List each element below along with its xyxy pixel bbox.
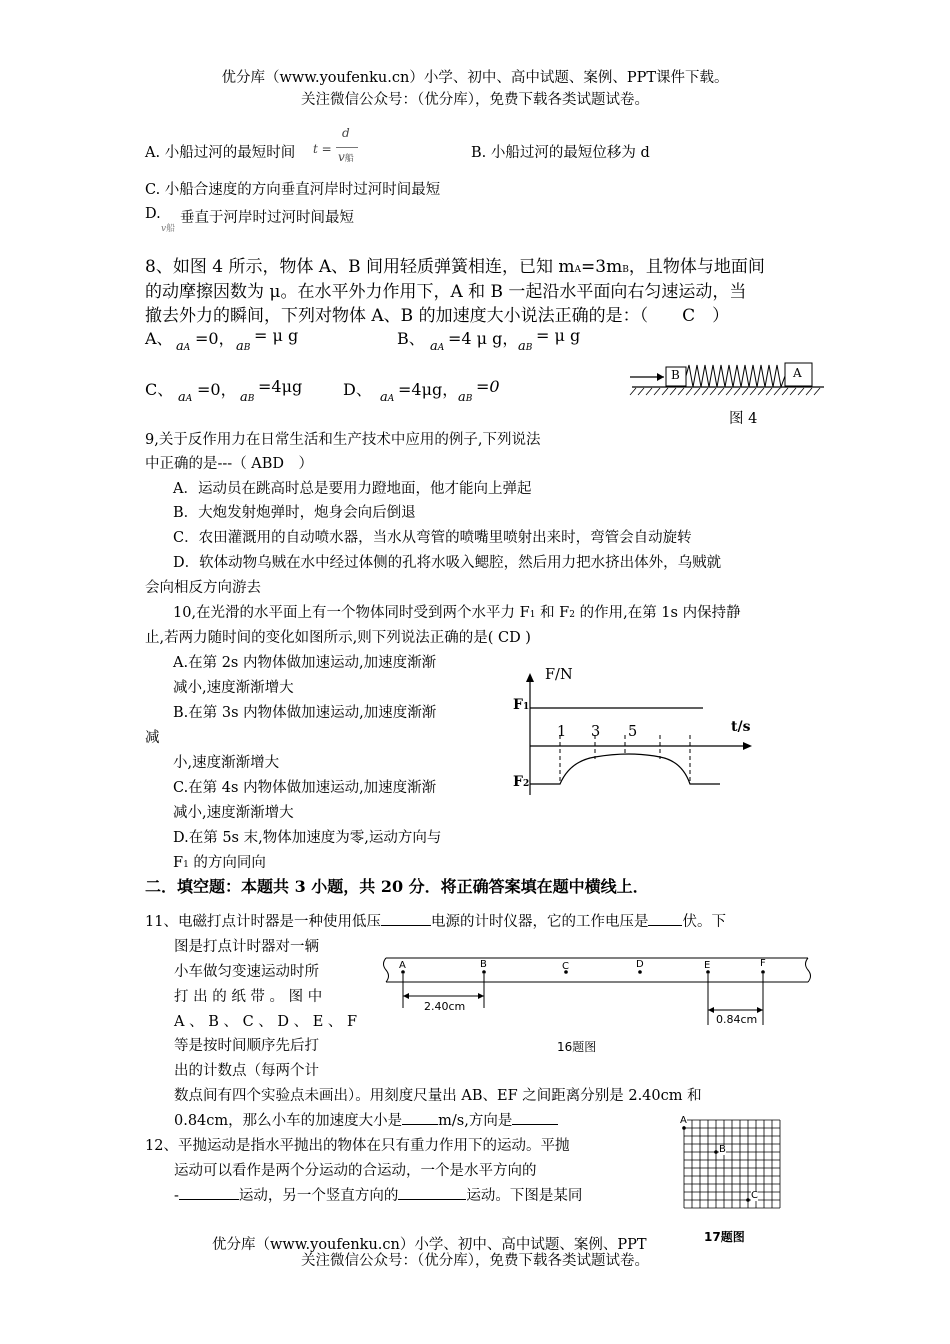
q11-blank-1: [381, 911, 431, 926]
tape-distance-ef: 0.84cm: [716, 1013, 758, 1026]
q11-line-7: 出的计数点（每两个计: [174, 1063, 319, 1079]
graph-x-label: t/s: [731, 719, 751, 735]
q8-optC-value1: =0，: [197, 380, 237, 399]
q8-optB-value1: =4 μ g，: [448, 329, 519, 348]
footer-line-1: 优分库（www.youfenku.cn）小学、初中、高中试题、案例、PPT: [212, 1237, 647, 1253]
tape-caption: 16题图: [557, 1040, 597, 1054]
q10-option-a-1: A.在第 2s 内物体做加速运动,加速度渐渐: [173, 655, 437, 671]
q8-optD-value2: =0: [476, 377, 500, 396]
q8-line-2: 的动摩擦因数为 μ。在水平外力作用下，A 和 B 一起沿水平面向右匀速运动，当: [145, 282, 747, 302]
paper-tape-figure: [378, 950, 818, 1040]
q9-line-2: 中正确的是---（ ABD ）: [145, 456, 314, 472]
y-axis-arrow: [526, 673, 534, 682]
q10-option-b-1: B.在第 3s 内物体做加速运动,加速度渐渐: [173, 705, 437, 721]
ground-hatching: [630, 388, 820, 395]
tape-point-f: F: [760, 958, 766, 969]
q10-option-c-1: C.在第 4s 内物体做加速运动,加速度渐渐: [173, 780, 437, 796]
projectile-grid-figure: [676, 1116, 786, 1216]
q7-option-a: A. 小船过河的最短时间: [145, 145, 296, 161]
f2-curve: [530, 754, 720, 784]
q7-fraction-num: d: [342, 126, 350, 140]
q7-t-symbol: t =: [313, 142, 332, 156]
time-gridlines: [560, 735, 690, 784]
q8-option-b-label: B、: [397, 329, 425, 348]
graph-f2-label: F2: [513, 774, 530, 790]
q7-option-d-label: D.: [145, 206, 161, 222]
tape-point-a: A: [399, 960, 406, 971]
tape-point-e: E: [704, 960, 711, 971]
q11-line-2: 图是打点计时器对一辆: [174, 939, 319, 955]
q9-option-b: B．大炮发射炮弹时，炮身会向后倒退: [173, 505, 416, 521]
grid-point-b: B: [719, 1144, 726, 1155]
q8-optD-aA: aA: [380, 390, 395, 405]
q11-line-5: A 、 B 、 C 、 D 、 E 、 F: [174, 1014, 358, 1030]
tape-point-c: C: [562, 961, 569, 972]
q8-optC-aB: aB: [240, 390, 255, 405]
tape-distance-ab: 2.40cm: [424, 1000, 466, 1013]
q11-blank-3: [402, 1110, 438, 1125]
q11-line-4: 打 出 的 纸 带 。 图 中: [174, 989, 323, 1005]
graph-tick-5: 5: [628, 724, 638, 740]
force-arrow-head: [657, 373, 664, 381]
q11-line-8: 数点间有四个实验点未画出）。用刻度尺量出 AB、EF 之间距离分别是 2.40cm 和: [174, 1088, 702, 1104]
q8-optD-aB: aB: [458, 390, 473, 405]
q11-line-1: 11、电磁打点计时器是一种使用低压 电源的计时仪器，它的工作电压是 伏。下: [145, 910, 726, 931]
q8-optC-value2: =4μg: [258, 377, 303, 396]
q11-line-6: 等是按时间顺序先后打: [174, 1038, 319, 1054]
q9-option-d-line-1: D．软体动物乌贼在水中经过体侧的孔将水吸入鳃腔，然后用力把水挤出体外，乌贼就: [173, 555, 722, 571]
q8-optB-aA: aA: [430, 339, 445, 354]
q11-blank-2: [648, 911, 682, 926]
q10-option-d-2: F1 的方向同向: [173, 855, 266, 871]
q9-option-a: A．运动员在跳高时总是要用力蹬地面，他才能向上弹起: [173, 481, 532, 497]
q12-blank-2: [398, 1185, 466, 1200]
q8-optC-aA: aA: [178, 390, 193, 405]
q10-option-a-2: 减小,速度渐渐增大: [173, 680, 294, 696]
q7-fraction-den: v船: [338, 150, 354, 164]
graph-y-label: F/N: [545, 667, 573, 683]
figure-4-label-b: B: [671, 368, 680, 382]
q10-line-1: 10,在光滑的水平面上有一个物体同时受到两个水平力 F1 和 F2 的作用,在第 1s 内保持静: [173, 605, 741, 621]
q8-line-1: 8、如图 4 所示，物体 A、B 间用轻质弹簧相连，已知 mA=3mB，且物体与地面间: [145, 257, 765, 277]
q7-fraction-line: [336, 147, 358, 148]
graph-tick-3: 3: [591, 724, 601, 740]
grid-point-a: A: [680, 1115, 687, 1126]
q8-optA-value1: =0，: [195, 329, 235, 348]
header-line-2: 关注微信公众号：（优分库），免费下载各类试题试卷。: [301, 92, 649, 108]
q8-option-a-label: A、: [145, 329, 173, 348]
q7-option-c: C. 小船合速度的方向垂直河岸时过河时间最短: [145, 182, 441, 198]
x-axis-arrow: [743, 742, 752, 750]
q8-option-c-label: C、: [145, 380, 174, 399]
q7-d-v-symbol: v船: [161, 224, 176, 234]
tape-point-b: B: [480, 959, 487, 970]
graph-f1-label: F1: [513, 697, 530, 713]
grid-point-c: C: [751, 1190, 758, 1201]
q10-line-2: 止,若两力随时间的变化如图所示,则下列说法正确的是( CD ): [145, 630, 531, 646]
q9-option-c: C．农田灌溉用的自动喷水器，当水从弯管的喷嘴里喷射出来时，弯管会自动旋转: [173, 530, 692, 546]
grid-caption: 17题图: [704, 1230, 745, 1244]
q11-blank-4: [512, 1110, 558, 1125]
q8-optA-aA: aA: [176, 339, 191, 354]
q8-option-d-label: D、: [343, 380, 372, 399]
q8-optD-value1: =4μg，: [398, 380, 459, 399]
figure-4-caption: 图 4: [729, 411, 758, 427]
q8-optA-aB: aB: [236, 339, 251, 354]
graph-tick-1: 1: [557, 724, 567, 740]
q7-option-d: 垂直于河岸时过河时间最短: [180, 210, 354, 226]
q12-line-1: 12、平抛运动是指水平抛出的物体在只有重力作用下的运动。平抛: [145, 1138, 570, 1154]
tape-left-edge: [384, 958, 389, 982]
q10-option-c-2: 减小,速度渐渐增大: [173, 805, 294, 821]
header-line-1: 优分库（www.youfenku.cn）小学、初中、高中试题、案例、PPT课件下载。: [221, 70, 729, 86]
tape-point-d: D: [636, 959, 644, 970]
q7-option-b: B. 小船过河的最短位移为 d: [471, 145, 650, 161]
q10-option-d-1: D.在第 5s 末,物体加速度为零,运动方向与: [173, 830, 442, 846]
q10-option-b-2: 减: [145, 730, 160, 746]
footer-line-2: 关注微信公众号：（优分库），免费下载各类试题试卷。: [301, 1253, 649, 1269]
q8-line-3: 撤去外力的瞬间，下列对物体 A、B 的加速度大小说法正确的是：（ C ）: [145, 306, 730, 326]
q10-option-b-3: 小,速度渐渐增大: [173, 755, 280, 771]
section-2-title: 二．填空题：本题共 3 小题，共 20 分．将正确答案填在题中横线上．: [145, 877, 649, 896]
q8-optB-value2: = μ g: [536, 326, 581, 345]
q8-optA-value2: = μ g: [254, 326, 299, 345]
q8-optB-aB: aB: [518, 339, 533, 354]
grid-lines: [684, 1120, 780, 1208]
q12-line-3: - 运动，另一个竖直方向的 运动。下图是某同: [174, 1184, 582, 1205]
spring: [686, 365, 785, 387]
q9-line-1: 9,关于反作用力在日常生活和生产技术中应用的例子,下列说法: [145, 432, 541, 448]
q12-blank-1: [179, 1185, 239, 1200]
tape-right-edge: [806, 958, 811, 982]
q11-line-9: 0.84cm，那么小车的加速度大小是 m/s,方向是: [174, 1109, 558, 1130]
q12-line-2: 运动可以看作是两个分运动的合运动，一个是水平方向的: [174, 1163, 537, 1179]
q11-line-3: 小车做匀变速运动时所: [174, 964, 319, 980]
figure-4-label-a: A: [793, 366, 802, 380]
q9-option-d-line-2: 会向相反方向游去: [145, 580, 261, 596]
